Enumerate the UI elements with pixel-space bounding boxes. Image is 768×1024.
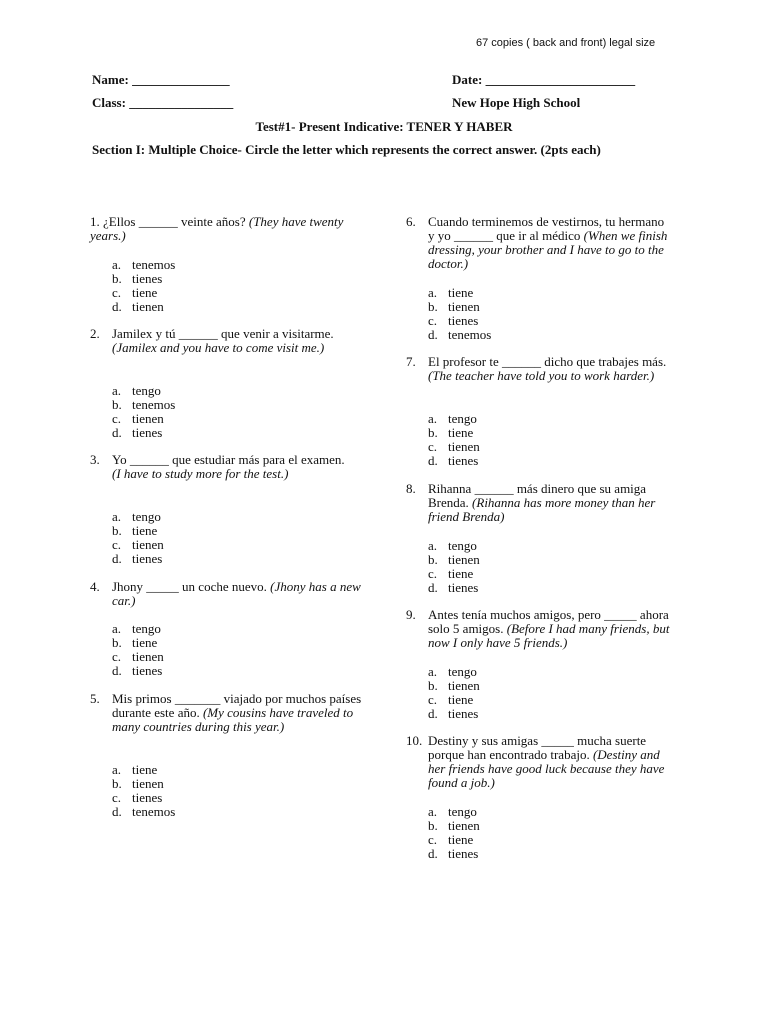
option-letter: c.	[112, 285, 122, 300]
option-letter: b.	[428, 299, 438, 314]
option-a[interactable]	[112, 622, 164, 636]
option-a[interactable]	[428, 286, 491, 300]
option-letter: d.	[428, 327, 438, 342]
option-d[interactable]	[112, 552, 164, 566]
option-d[interactable]	[428, 847, 480, 861]
option-letter: b.	[112, 271, 122, 286]
answer-options	[428, 539, 480, 595]
option-b[interactable]	[112, 777, 175, 791]
option-d[interactable]	[112, 300, 175, 314]
option-text: tienen	[448, 818, 480, 833]
option-letter: c.	[112, 649, 122, 664]
question-number: 8.	[406, 481, 416, 496]
option-letter: a.	[112, 257, 122, 272]
option-text: tienen	[132, 299, 164, 314]
option-text: tienes	[132, 425, 163, 440]
option-letter: c.	[112, 790, 122, 805]
option-text: tiene	[448, 425, 474, 440]
option-letter: d.	[428, 453, 438, 468]
option-text: tenemos	[132, 257, 176, 272]
option-b[interactable]	[428, 679, 480, 693]
name-field[interactable]: Name: _______________	[92, 72, 230, 87]
option-letter: b.	[112, 523, 122, 538]
option-text: tienen	[448, 439, 480, 454]
option-c[interactable]	[428, 440, 480, 454]
option-c[interactable]	[112, 286, 175, 300]
option-c[interactable]	[428, 693, 480, 707]
option-letter: b.	[428, 425, 438, 440]
question-number: 2.	[90, 326, 100, 341]
option-text: tienes	[448, 706, 479, 721]
question-prompt	[428, 482, 678, 524]
option-text: tengo	[132, 509, 161, 524]
option-text: tienes	[132, 663, 163, 678]
answer-options	[112, 622, 164, 678]
option-b[interactable]	[112, 524, 164, 538]
answer-options	[428, 286, 491, 342]
option-letter: c.	[428, 832, 438, 847]
question-prompt	[90, 215, 362, 243]
question-translation: (They have twenty years.)	[90, 214, 344, 243]
answer-options	[428, 412, 480, 468]
question-translation: (Before I had many friends, but now I only have 5 friends.)	[428, 621, 670, 650]
question-prompt	[112, 692, 362, 734]
option-text: tiene	[132, 285, 158, 300]
option-letter: d.	[112, 425, 122, 440]
option-text: tiene	[448, 832, 474, 847]
option-letter: d.	[112, 804, 122, 819]
option-c[interactable]	[112, 538, 164, 552]
question-translation: (Rihanna has more money than her friend Brenda)	[428, 495, 656, 524]
question-prompt	[428, 608, 678, 650]
option-c[interactable]	[428, 833, 480, 847]
option-text: tengo	[132, 383, 161, 398]
option-d[interactable]	[112, 805, 175, 819]
option-letter: c.	[428, 439, 438, 454]
option-letter: c.	[112, 411, 122, 426]
option-letter: b.	[112, 635, 122, 650]
option-letter: d.	[428, 846, 438, 861]
question-translation: (Jamilex and you have to come visit me.)	[112, 340, 325, 355]
option-text: tienen	[448, 299, 480, 314]
question-number: 5.	[90, 691, 100, 706]
question-text: Mis primos _______ viajado por muchos países durante este año.	[112, 691, 362, 720]
option-text: tiene	[448, 285, 474, 300]
option-letter: a.	[428, 664, 438, 679]
option-letter: a.	[112, 762, 122, 777]
option-letter: c.	[428, 692, 438, 707]
option-letter: c.	[112, 537, 122, 552]
option-letter: c.	[428, 313, 438, 328]
option-letter: d.	[112, 299, 122, 314]
option-text: tienes	[448, 453, 479, 468]
option-letter: b.	[428, 818, 438, 833]
question-number: 10.	[406, 733, 423, 748]
question-text: Rihanna ______ más dinero que su amiga Brenda.	[428, 481, 647, 510]
question-translation: (I have to study more for the test.)	[112, 466, 289, 481]
option-b[interactable]	[112, 398, 175, 412]
option-text: tienen	[132, 411, 164, 426]
option-a[interactable]	[428, 539, 480, 553]
answer-options	[112, 763, 175, 819]
question-number: 6.	[406, 214, 416, 229]
answer-options	[112, 510, 164, 566]
option-letter: a.	[428, 285, 438, 300]
option-a[interactable]	[112, 384, 175, 398]
question-number: 4.	[90, 579, 100, 594]
option-text: tiene	[448, 566, 474, 581]
question-translation: (Destiny and her friends have good luck because they have found a job.)	[428, 747, 665, 790]
question-translation: (When we finish dressing, your brother and I have to go to the doctor.)	[428, 228, 668, 271]
option-text: tienen	[132, 537, 164, 552]
question-translation: (The teacher have told you to work harder.)	[428, 368, 655, 383]
option-letter: d.	[112, 551, 122, 566]
question-text: Jhony _____ un coche nuevo.	[112, 579, 267, 594]
option-text: tengo	[132, 621, 161, 636]
option-text: tienes	[132, 790, 163, 805]
option-text: tiene	[132, 762, 158, 777]
date-field[interactable]: Date: _______________________	[452, 72, 636, 87]
option-text: tenemos	[132, 804, 176, 819]
option-b[interactable]	[112, 272, 175, 286]
option-text: tiene	[132, 523, 158, 538]
option-b[interactable]	[112, 636, 164, 650]
option-a[interactable]	[428, 665, 480, 679]
option-letter: b.	[112, 397, 122, 412]
question-text: Yo ______ que estudiar más para el examen.	[112, 452, 345, 467]
option-b[interactable]	[428, 819, 480, 833]
question-number: 1.	[90, 214, 100, 229]
option-text: tiene	[448, 692, 474, 707]
option-a[interactable]	[428, 805, 480, 819]
question-translation: (Jhony has a new car.)	[112, 579, 361, 608]
option-text: tienen	[132, 649, 164, 664]
option-text: tengo	[448, 804, 477, 819]
option-text: tengo	[448, 664, 477, 679]
school-name: New Hope High School	[452, 95, 581, 110]
option-letter: c.	[428, 566, 438, 581]
answer-options	[428, 665, 480, 721]
option-d[interactable]	[112, 426, 175, 440]
question-text: El profesor te ______ dicho que trabajes más.	[428, 354, 667, 369]
question-text: ¿Ellos ______ veinte años?	[103, 214, 246, 229]
option-d[interactable]	[428, 328, 491, 342]
option-text: tenemos	[132, 397, 176, 412]
option-a[interactable]	[112, 258, 175, 272]
question-prompt	[112, 327, 347, 355]
option-letter: b.	[112, 776, 122, 791]
option-letter: d.	[428, 580, 438, 595]
option-text: tienen	[448, 678, 480, 693]
option-b[interactable]	[428, 553, 480, 567]
option-c[interactable]	[112, 650, 164, 664]
class-field[interactable]: Class: ________________	[92, 95, 234, 110]
option-text: tiene	[132, 635, 158, 650]
option-text: tienes	[132, 271, 163, 286]
option-letter: a.	[428, 538, 438, 553]
question-number: 3.	[90, 452, 100, 467]
option-a[interactable]	[112, 763, 175, 777]
option-c[interactable]	[112, 791, 175, 805]
copies-note: 67 copies ( back and front) legal size	[476, 37, 656, 49]
option-letter: a.	[428, 411, 438, 426]
option-letter: d.	[428, 706, 438, 721]
question-prompt	[428, 734, 678, 790]
option-a[interactable]	[112, 510, 164, 524]
option-text: tienes	[448, 846, 479, 861]
question-text: Antes tenía muchos amigos, pero _____ ahora solo 5 amigos.	[428, 607, 669, 636]
option-letter: b.	[428, 678, 438, 693]
answer-options	[112, 258, 175, 314]
answer-options	[428, 805, 480, 861]
option-d[interactable]	[428, 581, 480, 595]
answer-options	[112, 384, 175, 440]
option-c[interactable]	[428, 567, 480, 581]
option-letter: a.	[112, 383, 122, 398]
option-letter: a.	[112, 509, 122, 524]
option-letter: a.	[112, 621, 122, 636]
option-d[interactable]	[428, 454, 480, 468]
question-text: Cuando terminemos de vestirnos, tu hermano y yo ______ que ir al médico	[428, 214, 665, 243]
option-text: tienen	[448, 552, 480, 567]
question-prompt	[428, 355, 678, 383]
option-letter: d.	[112, 663, 122, 678]
option-letter: a.	[428, 804, 438, 819]
section-instructions: Section I: Multiple Choice- Circle the letter which represents the correct answer. (2pts each)	[92, 142, 601, 157]
option-text: tengo	[448, 538, 477, 553]
option-text: tienes	[132, 551, 163, 566]
question-prompt	[112, 453, 347, 481]
question-prompt	[428, 215, 673, 271]
option-text: tienes	[448, 580, 479, 595]
option-d[interactable]	[428, 707, 480, 721]
option-text: tenemos	[448, 327, 492, 342]
option-c[interactable]	[428, 314, 491, 328]
option-text: tengo	[448, 411, 477, 426]
question-text: Jamilex y tú ______ que venir a visitarme.	[112, 326, 334, 341]
question-prompt	[112, 580, 362, 608]
option-d[interactable]	[112, 664, 164, 678]
option-b[interactable]	[428, 426, 480, 440]
option-text: tienes	[448, 313, 479, 328]
test-title: Test#1- Present Indicative: TENER Y HABER	[255, 119, 513, 134]
question-number: 9.	[406, 607, 416, 622]
option-b[interactable]	[428, 300, 491, 314]
option-letter: b.	[428, 552, 438, 567]
question-number: 7.	[406, 354, 416, 369]
question-translation: (My cousins have traveled to many countries during this year.)	[112, 705, 354, 734]
option-a[interactable]	[428, 412, 480, 426]
question-text: Destiny y sus amigas _____ mucha suerte porque han encontrado trabajo.	[428, 733, 647, 762]
option-text: tienen	[132, 776, 164, 791]
option-c[interactable]	[112, 412, 175, 426]
